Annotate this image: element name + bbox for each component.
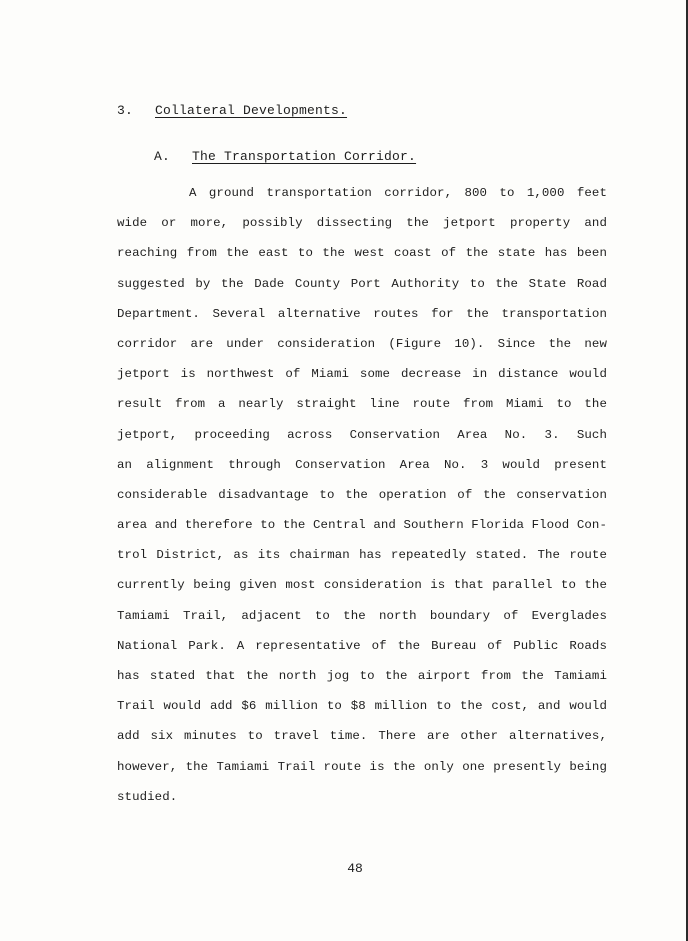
paragraph-line: add six minutes to travel time. There are other alternatives, [117,729,607,744]
section-title: Collateral Developments. [155,103,348,118]
paragraph-line: studied. [117,789,178,804]
paragraph-line: jetport, proceeding across Conservation Area No. 3. Such [117,427,607,442]
paragraph-line: has stated that the north jog to the airport from the Tamiami [117,669,607,683]
subsection-letter: A. [154,149,171,164]
paragraph-line: reaching from the east to the west coast of the state has been [117,246,607,261]
paragraph-line: considerable disadvantage to the operation of the conservation [117,487,607,502]
paragraph-line: A ground transportation corridor, 800 to 1,000 feet [189,186,607,200]
page-number: 48 [347,861,363,876]
paragraph-line: an alignment through Conservation Area No. 3 would present [117,457,607,472]
paragraph-line: result from a nearly straight line route from Miami to the [117,397,607,412]
subsection-title: The Transportation Corridor. [192,149,417,164]
section-heading [117,103,347,118]
paragraph-line: area and therefore to the Central and Southern Florida Flood Con- [117,518,607,533]
paragraph-line: National Park. A representative of the Bureau of Public Roads [117,638,607,653]
paragraph-line: Tamiami Trail, adjacent to the north boundary of Everglades [117,608,607,623]
paragraph-line: suggested by the Dade County Port Authority to the State Road [117,276,607,291]
body-paragraph [117,178,607,812]
subsection-heading [154,149,416,164]
paragraph-line: currently being given most consideration is that parallel to the [117,578,607,593]
paragraph-line: wide or more, possibly dissecting the jetport property and [117,216,607,231]
paragraph-line: Trail would add $6 million to $8 million to the cost, and would [117,699,607,714]
paragraph-line: corridor are under consideration (Figure 10). Since the new [117,336,607,351]
paragraph-line: trol District, as its chairman has repeatedly stated. The route [117,548,607,563]
paragraph-line: jetport is northwest of Miami some decrease in distance would [117,367,607,382]
paragraph-line: however, the Tamiami Trail route is the only one presently being [117,759,607,774]
paragraph-line: Department. Several alternative routes for the transportation [117,306,607,321]
section-number: 3. [117,103,134,118]
